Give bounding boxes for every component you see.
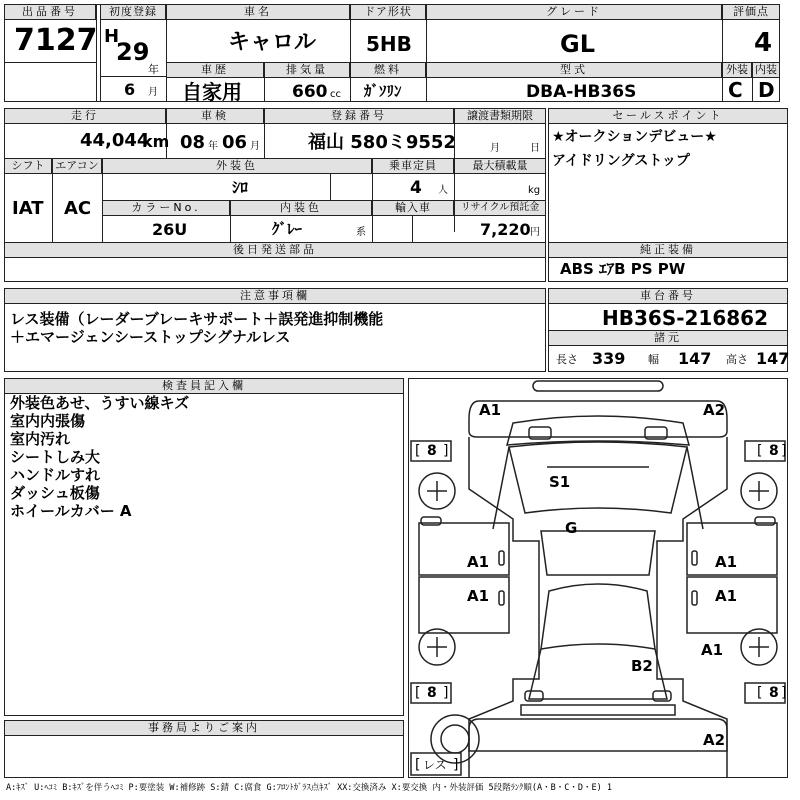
recycle-value: 7,220 <box>480 220 531 239</box>
fuel-label: 燃料 <box>350 62 426 78</box>
mileage-unit: km <box>142 132 170 151</box>
mark-front-left: A1 <box>479 401 502 419</box>
mark-right-rear-fender: A1 <box>701 641 724 659</box>
lot-number: 7127 <box>14 23 98 58</box>
score-value: 4 <box>754 28 773 58</box>
office-label: 事務局よりご案内 <box>4 720 404 736</box>
inspector-line-5: ハンドルすれ <box>10 466 101 484</box>
genuine-equipment-label: 純正装備 <box>548 242 788 258</box>
width-value: 147 <box>678 349 712 368</box>
inspection-year: 08 <box>180 132 206 153</box>
chassis-value: HB36S-216862 <box>602 306 769 330</box>
mark-right-front-door: A1 <box>715 553 738 571</box>
int-grade-label: 内装 <box>752 62 780 78</box>
car-diagram-svg <box>409 379 787 777</box>
later-parts-label: 後日発送部品 <box>4 242 546 258</box>
svg-text:[: [ <box>415 443 421 459</box>
plate-value: 福山 580ミ9552 <box>308 132 456 153</box>
mark-back-door: B2 <box>631 657 653 675</box>
width-label: 幅 <box>648 353 659 366</box>
svg-text:[: [ <box>757 685 763 701</box>
ext-grade-value: C <box>728 78 743 102</box>
lot-label: 出品番号 <box>4 4 96 20</box>
history-label: 車歴 <box>166 62 264 78</box>
ext-color-value: ｼﾛ <box>232 178 249 197</box>
tire-front-right: 8 <box>769 443 779 459</box>
tire-rear-right: 8 <box>769 685 779 701</box>
inspection-month-unit: 月 <box>250 141 260 152</box>
mileage-label: 走行 <box>4 108 166 124</box>
spare-tire: レス <box>423 758 447 772</box>
aircon-label: エアコン <box>52 158 102 174</box>
max-load-unit: kg <box>528 185 541 196</box>
model-code-label: 型式 <box>426 62 722 78</box>
svg-text:]: ] <box>443 443 449 459</box>
mark-rear-bumper: A2 <box>703 731 726 749</box>
displacement-label: 排気量 <box>264 62 350 78</box>
transfer-month-unit: 月 <box>490 143 500 154</box>
inspector-line-2: 室内内張傷 <box>10 412 86 430</box>
door-value: 5HB <box>366 32 412 56</box>
svg-text:]: ] <box>443 685 449 701</box>
ext-color-label: 外装色 <box>102 158 372 174</box>
svg-text:]: ] <box>781 685 787 701</box>
import-label: 輸入車 <box>372 200 454 216</box>
length-label: 長さ <box>556 353 578 366</box>
shift-label: シフト <box>4 158 52 174</box>
first-reg-year: 29 <box>116 38 150 66</box>
grade-label: グレード <box>426 4 722 20</box>
grade-value: GL <box>560 30 595 58</box>
notes-line-2: ＋エマージェンシーストップシグナルレス <box>10 328 291 346</box>
first-reg-year-unit: 年 <box>148 63 159 76</box>
transfer-day-unit: 日 <box>530 143 540 154</box>
mark-left-front-door: A1 <box>467 553 490 571</box>
first-reg-month-unit: 月 <box>148 87 158 98</box>
capacity-value: 4 <box>410 178 422 198</box>
fuel-value: ｶﾞｿﾘﾝ <box>364 82 402 100</box>
ext-grade-label: 外装 <box>722 62 752 78</box>
recycle-unit: 円 <box>530 227 540 238</box>
mark-right-rear-door: A1 <box>715 587 738 605</box>
car-name-label: 車名 <box>166 4 350 20</box>
aircon-value: AC <box>64 198 92 219</box>
inspector-line-3: 室内汚れ <box>10 430 71 448</box>
mark-hood: S1 <box>549 473 571 491</box>
first-reg-month: 6 <box>124 80 136 99</box>
capacity-unit: 人 <box>438 185 448 196</box>
genuine-equipment-value: ABS ｴｱB PS PW <box>560 260 686 278</box>
car-name: キャロル <box>228 30 317 55</box>
selling-point-2: アイドリングストップ <box>552 153 690 169</box>
first-reg-era: H <box>104 26 120 47</box>
inspector-label: 検査員記入欄 <box>4 378 404 394</box>
displacement-value: 660 <box>292 82 328 102</box>
mileage-value: 44,044 <box>80 130 150 151</box>
shift-value: IAT <box>12 198 44 219</box>
inspection-month: 06 <box>222 132 248 153</box>
first-reg-label: 初度登録 <box>100 4 166 20</box>
svg-text:]: ] <box>453 757 459 773</box>
max-load-label: 最大積載量 <box>454 158 546 174</box>
legend: A:ｷｽﾞ U:ﾍｺﾐ B:ｷｽﾞを伴うﾍｺﾐ P:要塗装 W:補修跡 S:錆 C:腐食 G:ﾌﾛﾝﾄｶﾞﾗｽ点ｷｽﾞ XX:交換済み X:要交換 内・外装評価 5段階ﾗﾝｸ順(A・B・C・D・E) 1 <box>6 783 612 793</box>
inspector-line-4: シートしみ大 <box>10 448 101 466</box>
mark-left-rear-door: A1 <box>467 587 490 605</box>
inspection-year-unit: 年 <box>208 141 218 152</box>
plate-label: 登録番号 <box>264 108 454 124</box>
transfer-label: 譲渡書類期限 <box>454 108 546 124</box>
displacement-unit: cc <box>330 89 341 100</box>
notes-label: 注意事項欄 <box>4 288 546 304</box>
history-value: 自家用 <box>182 80 242 104</box>
svg-text:]: ] <box>781 443 787 459</box>
int-color-unit: 系 <box>356 227 366 238</box>
color-no-label: カラーNo. <box>102 200 230 216</box>
notes-line-1: レス装備（レーダーブレーキサポート＋誤発進抑制機能 <box>10 310 384 328</box>
model-code: DBA-HB36S <box>526 82 637 102</box>
height-label: 高さ <box>726 353 748 366</box>
capacity-label: 乗車定員 <box>372 158 454 174</box>
selling-point-1: ★オークションデビュー★ <box>552 129 717 145</box>
length-value: 339 <box>592 349 626 368</box>
svg-text:[: [ <box>415 757 421 773</box>
tire-rear-left: 8 <box>427 685 437 701</box>
color-no-value: 26U <box>152 220 188 239</box>
mark-windshield: G <box>565 519 578 537</box>
mark-front-right: A2 <box>703 401 726 419</box>
svg-text:[: [ <box>415 685 421 701</box>
inspector-line-6: ダッシュ板傷 <box>10 484 100 502</box>
chassis-label: 車台番号 <box>548 288 788 304</box>
recycle-label: リサイクル預託金 <box>454 200 546 216</box>
score-label: 評価点 <box>722 4 780 20</box>
specs-label: 諸元 <box>548 330 788 346</box>
int-color-label: 内装色 <box>230 200 372 216</box>
inspection-label: 車検 <box>166 108 264 124</box>
inspector-line-1: 外装色あせ、うすい線キズ <box>10 394 190 412</box>
int-grade-value: D <box>758 78 775 102</box>
tire-front-left: 8 <box>427 443 437 459</box>
int-color-value: ｸﾞﾚｰ <box>272 220 303 238</box>
car-diagram <box>408 378 788 778</box>
inspector-line-7: ホイールカバー A <box>10 502 132 520</box>
svg-text:[: [ <box>757 443 763 459</box>
selling-points-label: セールスポイント <box>548 108 788 124</box>
height-value: 147 <box>756 349 790 368</box>
door-label: ドア形状 <box>350 4 426 20</box>
